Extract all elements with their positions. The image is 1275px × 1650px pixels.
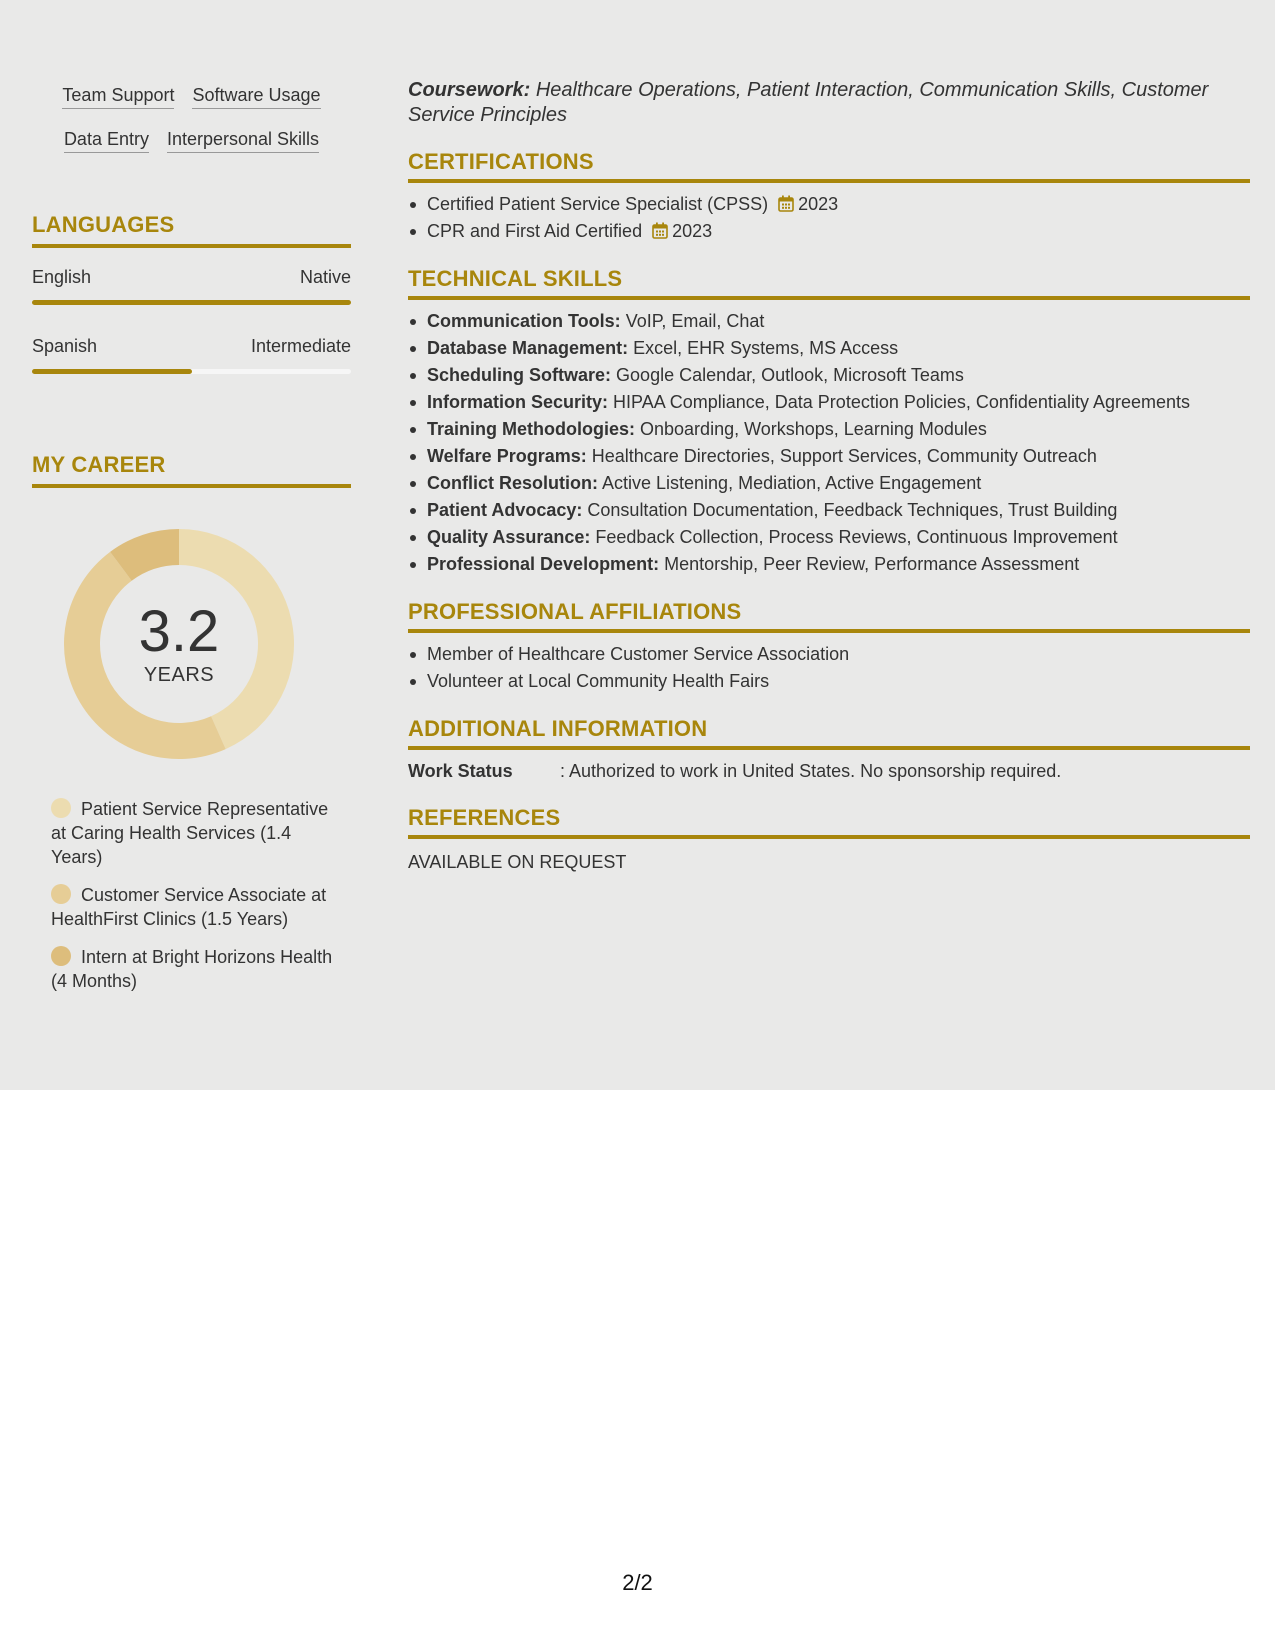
legend-item (51, 883, 336, 931)
skill-category: Scheduling Software: (427, 365, 612, 385)
list-item (408, 443, 1250, 470)
skill-row (32, 128, 351, 153)
references-title: REFERENCES (408, 805, 561, 830)
skill-values: Google Calendar, Outlook, Microsoft Teams (616, 365, 964, 385)
coursework-text: Healthcare Operations, Patient Interaction, Communication Skills, Customer Service Principles (408, 79, 1209, 126)
skill-category: Communication Tools: (427, 311, 621, 331)
language-proficiency-bar (32, 369, 351, 374)
certification-name: Certified Patient Service Specialist (CPSS) (427, 194, 769, 214)
skill-category: Quality Assurance: (427, 527, 591, 547)
skill-values: Feedback Collection, Process Reviews, Continuous Improvement (595, 527, 1118, 547)
career-section (32, 452, 351, 1007)
work-status-row (408, 758, 1250, 784)
skill-category: Professional Development: (427, 554, 660, 574)
list-item (408, 218, 1250, 245)
section-divider (408, 179, 1250, 183)
section-divider (408, 296, 1250, 300)
skill-values: Onboarding, Workshops, Learning Modules (640, 419, 987, 439)
language-proficiency-bar (32, 300, 351, 305)
skill-values: VoIP, Email, Chat (625, 311, 765, 331)
certification-year: 2023 (798, 194, 839, 214)
language-level: Intermediate (250, 336, 351, 356)
affiliations-title: PROFESSIONAL AFFILIATIONS (408, 599, 742, 624)
skill-tag: Interpersonal Skills (167, 128, 319, 153)
coursework-label: Coursework: (408, 79, 531, 101)
section-divider (32, 244, 351, 248)
list-item (408, 191, 1250, 218)
legend-dot (51, 946, 71, 966)
language-level: Native (299, 267, 351, 287)
skill-values: Mentorship, Peer Review, Performance Assessment (664, 554, 1080, 574)
additional-info-section (408, 716, 1250, 784)
skill-values: HIPAA Compliance, Data Protection Policies, Confidentiality Agreements (613, 392, 1190, 412)
calendar-icon (778, 195, 794, 212)
list-item (408, 497, 1250, 524)
section-divider (32, 484, 351, 488)
legend-label: Customer Service Associate at HealthFirst Clinics (1.5 Years) (51, 885, 327, 929)
list-item (408, 308, 1250, 335)
skill-category: Welfare Programs: (427, 446, 587, 466)
career-total-value: 3.2 (138, 598, 220, 664)
work-status-value: : Authorized to work in United States. No sponsorship required. (560, 761, 1062, 781)
right-column (408, 78, 1250, 873)
skill-category: Database Management: (427, 338, 629, 358)
certifications-list (408, 191, 1250, 245)
legend-dot (51, 884, 71, 904)
certifications-section (408, 149, 1250, 245)
list-item (408, 335, 1250, 362)
technical-skills-list (408, 308, 1250, 578)
skill-tag: Team Support (62, 84, 174, 109)
legend-item (51, 797, 336, 869)
list-item (408, 470, 1250, 497)
list-item (408, 551, 1250, 578)
section-divider (408, 746, 1250, 750)
skill-category: Information Security: (427, 392, 609, 412)
affiliations-section (408, 599, 1250, 695)
skill-values: Active Listening, Mediation, Active Engagement (602, 473, 982, 493)
list-item (408, 362, 1250, 389)
technical-skills-section (408, 266, 1250, 578)
career-legend (51, 797, 336, 993)
skill-values: Consultation Documentation, Feedback Techniques, Trust Building (587, 500, 1118, 520)
languages-section (32, 212, 351, 374)
references-section (408, 805, 1250, 873)
language-name: English (32, 267, 92, 287)
list-item: Volunteer at Local Community Health Fairs (408, 668, 1250, 695)
skill-tag: Software Usage (192, 84, 320, 109)
languages-title: LANGUAGES (32, 212, 175, 237)
affiliations-list (408, 641, 1250, 695)
list-item (408, 389, 1250, 416)
list-item: Member of Healthcare Customer Service Association (408, 641, 1250, 668)
career-title: MY CAREER (32, 452, 166, 477)
skill-tag: Data Entry (64, 128, 149, 153)
skill-values: Excel, EHR Systems, MS Access (633, 338, 899, 358)
skill-values: Healthcare Directories, Support Services, Community Outreach (591, 446, 1097, 466)
work-status-label: Work Status (408, 761, 513, 781)
certification-name: CPR and First Aid Certified (427, 221, 643, 241)
list-item (408, 524, 1250, 551)
language-name: Spanish (32, 336, 98, 356)
certification-year: 2023 (672, 221, 713, 241)
additional-info-title: ADDITIONAL INFORMATION (408, 716, 708, 741)
certifications-title: CERTIFICATIONS (408, 149, 594, 174)
coursework (408, 78, 1250, 128)
calendar-icon (652, 222, 668, 239)
skill-category: Conflict Resolution: (427, 473, 598, 493)
career-total-unit: YEARS (143, 663, 215, 686)
skill-tags (32, 84, 351, 172)
technical-skills-title: TECHNICAL SKILLS (408, 266, 623, 291)
skill-row (32, 84, 351, 109)
legend-label: Patient Service Representative at Caring Health Services (1.4 Years) (51, 799, 329, 867)
language-item (32, 335, 351, 374)
skill-category: Training Methodologies: (427, 419, 635, 439)
legend-label: Intern at Bright Horizons Health (4 Months) (51, 947, 333, 991)
legend-dot (51, 798, 71, 818)
list-item (408, 416, 1250, 443)
language-proficiency-fill (32, 300, 351, 305)
skill-category: Patient Advocacy: (427, 500, 583, 520)
legend-item (51, 945, 336, 993)
language-proficiency-fill (32, 369, 192, 374)
career-donut-chart (64, 529, 294, 759)
references-text: AVAILABLE ON REQUEST (408, 852, 627, 872)
page-number: 2/2 (622, 1570, 653, 1595)
section-divider (408, 629, 1250, 633)
language-item (32, 266, 351, 305)
donut-center (64, 529, 294, 759)
section-divider (408, 835, 1250, 839)
